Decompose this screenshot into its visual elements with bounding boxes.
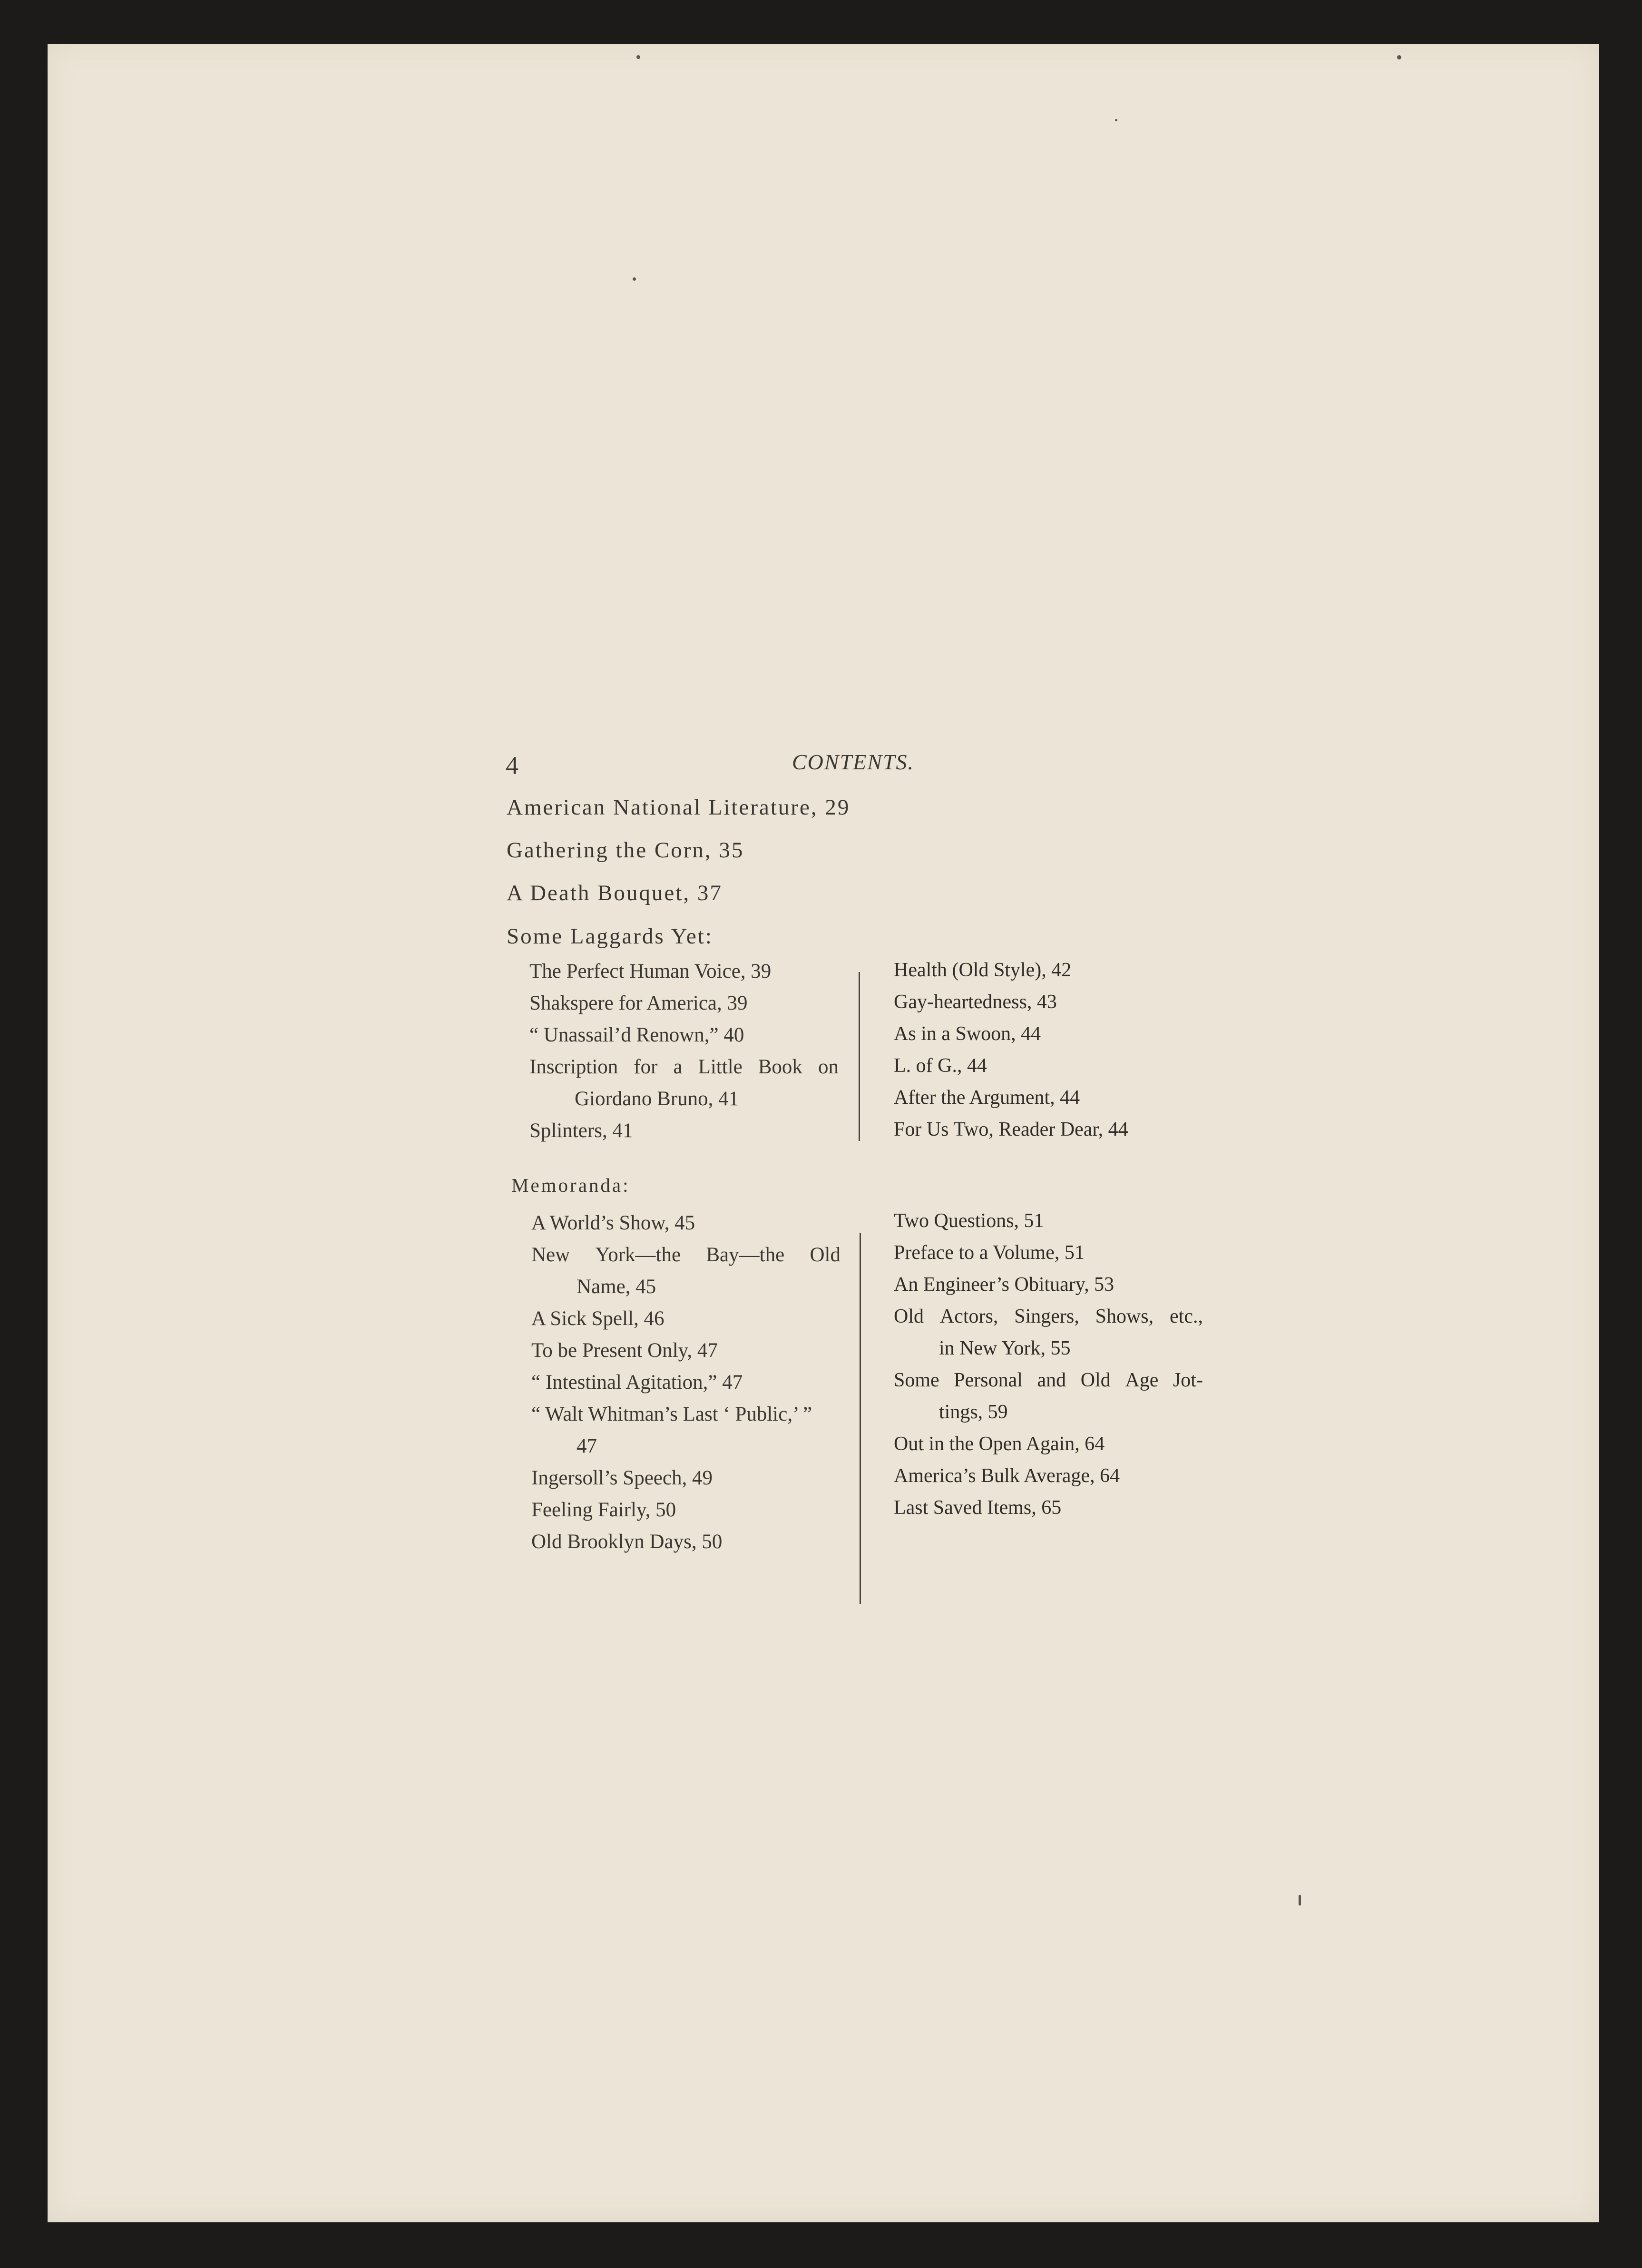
memoranda-left-column	[531, 1207, 841, 1558]
word: Singers,	[1014, 1306, 1079, 1327]
memoranda-right-column	[894, 1205, 1203, 1524]
word: Shows,	[1095, 1306, 1154, 1327]
toc-entry-continuation: Giordano Bruno, 41	[575, 1088, 739, 1110]
section-gathering-the-corn: Gathering the Corn, 35	[507, 838, 744, 863]
toc-entry: Shakspere for America, 39	[529, 992, 748, 1014]
paper-speck	[1115, 119, 1117, 121]
column-rule	[859, 972, 860, 1141]
toc-entry: As in a Swoon, 44	[894, 1023, 1041, 1045]
toc-entry: Out in the Open Again, 64	[894, 1433, 1105, 1455]
word: Book	[758, 1056, 802, 1078]
section-memoranda: Memoranda:	[511, 1174, 630, 1196]
toc-entry: For Us Two, Reader Dear, 44	[894, 1119, 1128, 1140]
column-rule	[860, 1233, 861, 1604]
word: on	[818, 1056, 839, 1078]
toc-entry-justified	[529, 1051, 839, 1083]
toc-entry: The Perfect Human Voice, 39	[529, 960, 772, 982]
word: New	[531, 1244, 570, 1266]
word: Some	[894, 1369, 939, 1391]
toc-entry-continuation: in New York, 55	[939, 1337, 1071, 1359]
toc-entry: America’s Bulk Average, 64	[894, 1465, 1120, 1487]
section-some-laggards-yet: Some Laggards Yet:	[507, 924, 713, 949]
word: a	[673, 1056, 683, 1078]
word: Old	[810, 1244, 841, 1266]
laggards-right-column	[894, 954, 1128, 1146]
book-page	[48, 44, 1599, 2222]
paper-speck	[636, 55, 640, 59]
toc-entry: After the Argument, 44	[894, 1087, 1080, 1109]
toc-entry-continuation: tings, 59	[939, 1401, 1008, 1423]
paper-speck	[1299, 1895, 1301, 1905]
toc-entry-continuation: Name, 45	[577, 1276, 656, 1298]
toc-entry: Old Brooklyn Days, 50	[531, 1531, 723, 1553]
running-head: CONTENTS.	[792, 750, 915, 774]
toc-entry: Feeling Fairly, 50	[531, 1499, 676, 1521]
toc-entry: “ Unassail’d Renown,” 40	[529, 1024, 744, 1046]
toc-entry: Ingersoll’s Speech, 49	[531, 1467, 713, 1489]
toc-entry: L. of G., 44	[894, 1055, 987, 1077]
laggards-left-column	[529, 955, 839, 1147]
toc-entry: “ Walt Whitman’s Last ‘ Public,’ ”	[531, 1403, 812, 1425]
toc-entry: To be Present Only, 47	[531, 1339, 718, 1362]
word: York—the	[595, 1244, 681, 1266]
toc-entry-justified	[894, 1301, 1203, 1333]
toc-entry: Last Saved Items, 65	[894, 1497, 1062, 1519]
toc-entry: A World’s Show, 45	[531, 1212, 695, 1234]
toc-entry: “ Intestinal Agitation,” 47	[531, 1371, 743, 1394]
word: and	[1037, 1369, 1066, 1391]
word: Jot-	[1173, 1369, 1203, 1391]
word: Age	[1125, 1369, 1159, 1391]
section-a-death-bouquet: A Death Bouquet, 37	[507, 881, 723, 905]
toc-entry-justified	[531, 1239, 841, 1271]
toc-entry-continuation: 47	[577, 1435, 597, 1457]
paper-speck	[1397, 55, 1401, 59]
paper-speck	[633, 277, 636, 281]
toc-entry: Gay-heartedness, 43	[894, 991, 1057, 1013]
word: Old	[894, 1306, 924, 1327]
page-number: 4	[506, 751, 518, 780]
word: etc.,	[1170, 1306, 1203, 1327]
toc-entry: An Engineer’s Obituary, 53	[894, 1274, 1114, 1296]
word: Old	[1080, 1369, 1111, 1391]
section-american-national-literature: American National Literature, 29	[507, 795, 850, 820]
word: Little	[698, 1056, 743, 1078]
word: for	[634, 1056, 658, 1078]
word: Personal	[954, 1369, 1023, 1391]
toc-entry-justified	[894, 1365, 1203, 1396]
toc-entry: Preface to a Volume, 51	[894, 1242, 1085, 1264]
word: Bay—the	[706, 1244, 785, 1266]
toc-entry: Two Questions, 51	[894, 1210, 1044, 1232]
toc-entry: Health (Old Style), 42	[894, 959, 1072, 981]
toc-entry: A Sick Spell, 46	[531, 1307, 665, 1330]
word: Actors,	[939, 1306, 998, 1327]
word: Inscription	[529, 1056, 618, 1078]
toc-entry: Splinters, 41	[529, 1119, 633, 1142]
